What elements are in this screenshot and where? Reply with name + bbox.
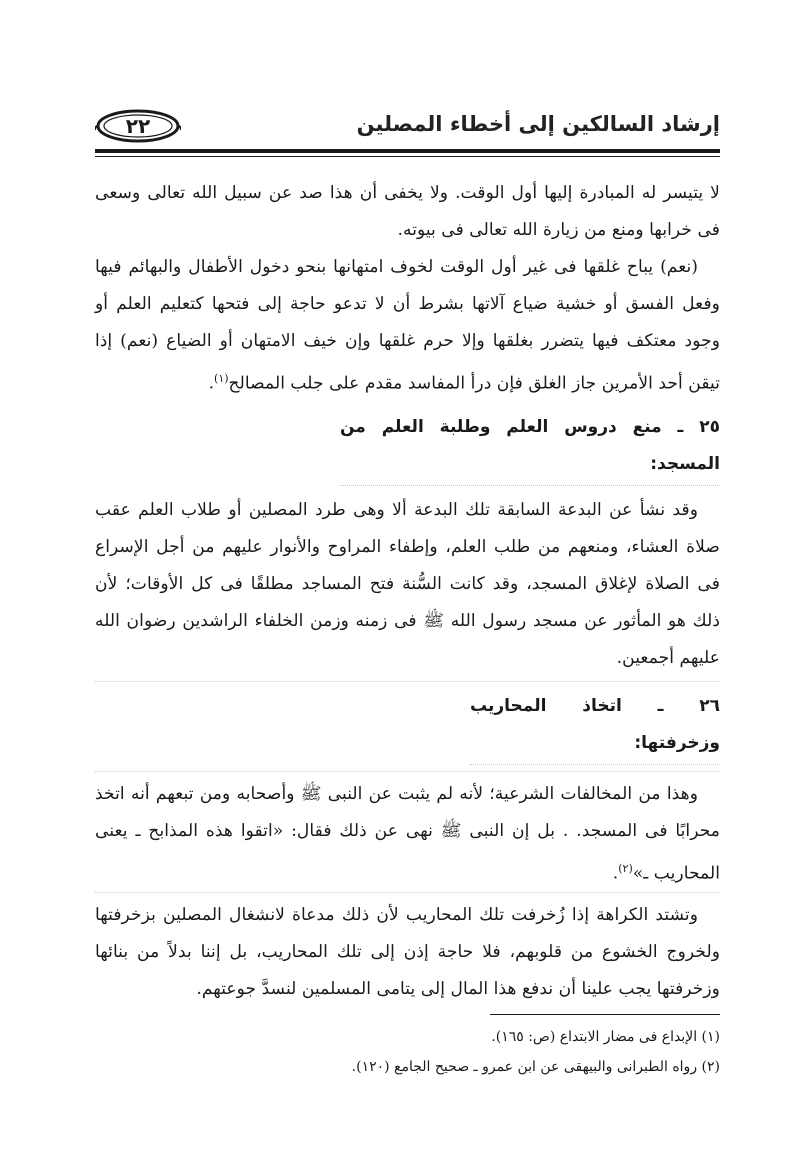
paragraph-5: وتشتد الكراهة إذا زُخرفت تلك المحاريب لأن ذلك مدعاة لانشغال المصلين بزخرفتها ولخروج الخشوع من قلوبهم، فلا حاجة إذن إلى تلك المحاريب، بل إننا بدلاً من بنائها وزخرفتها يجب علينا أن ندفع هذا المال إلى يتامى المسلمين لنسدَّ جوعتهم. [95,892,720,1008]
header-rule-thick [95,149,720,153]
section-heading-25: ٢٥ ـ منع دروس العلم وطلبة العلم من المسجد: [340,409,720,486]
book-title: إرشاد السالكين إلى أخطاء المصلين [356,112,720,136]
paragraph-2-end: . [208,373,215,394]
paragraph-2-text: (نعم) يباح غلقها فى غير أول الوقت لخوف امتهانها بنحو دخول الأطفال والبهائم فيها وفعل الفسق أو خشية ضياع آلاتها بشرط أن لا تدعو حاجة إلى فتحها كتعليم العلم أو وجود معتكف فيها يتضرر بغلقها وإلا حرم غلقها وإن خيف الامتهان أو الضياع (نعم) إذا تيقن أحد الأمرين جاز الغلق فإن درأ المفاسد مقدم على جلب المصالح [95,257,720,394]
footnote-ref-2: (٢) [618,861,633,875]
page-number-badge [95,108,181,144]
paragraph-3: وقد نشأ عن البدعة السابقة تلك البدعة ألا وهى طرد المصلين أو طلاب العلم عقب صلاة العشاء، ومنعهم من طلب العلم، وإطفاء المراوح والأنوار عليهم من أجل الإسراع فى الصلاة لإغلاق المسجد، وقد كانت السُّنة فتح المساجد مطلقًا فى كل الأوقات؛ لأن ذلك هو المأثور عن مسجد رسول الله ﷺ فى زمنه وزمن الخلفاء الراشدين رضوان الله عليهم أجمعين. [95,492,720,682]
paragraph-2 [95,249,720,403]
footnote-ref-1: (١) [214,372,229,385]
footnotes [95,1022,720,1082]
header-rule-thin [95,156,720,157]
paragraph-4-end: . [612,863,619,884]
footnote-2: (٢) رواه الطبرانى والبيهقى عن ابن عمرو ـ صحيح الجامع (١٢٠). [351,1059,720,1075]
page-body [95,175,720,1008]
paragraph-4-text: وهذا من المخالفات الشرعية؛ لأنه لم يثبت عن النبى ﷺ وأصحابه ومن تبعهم أنه اتخذ محرابًا فى المسجد. . بل إن النبى ﷺ نهى عن ذلك فقال: «اتقوا هذه المذابح ـ يعنى المحاريب ـ» [95,783,720,884]
paragraph-1: لا يتيسر له المبادرة إليها أول الوقت. ولا يخفى أن هذا صد عن سبيل الله تعالى وسعى فى خرابها ومنع من زيارة الله تعالى فى بيوته. [95,183,720,240]
paragraph-4 [95,771,720,893]
footnote-1: (١) الإبداع فى مضار الابتداع (ص: ١٦٥). [491,1029,720,1045]
page-number: ٢٢ [125,114,151,138]
footnote-separator [490,1014,720,1015]
section-heading-26: ٢٦ ـ اتخاذ المحاريب وزخرفتها: [470,688,720,765]
